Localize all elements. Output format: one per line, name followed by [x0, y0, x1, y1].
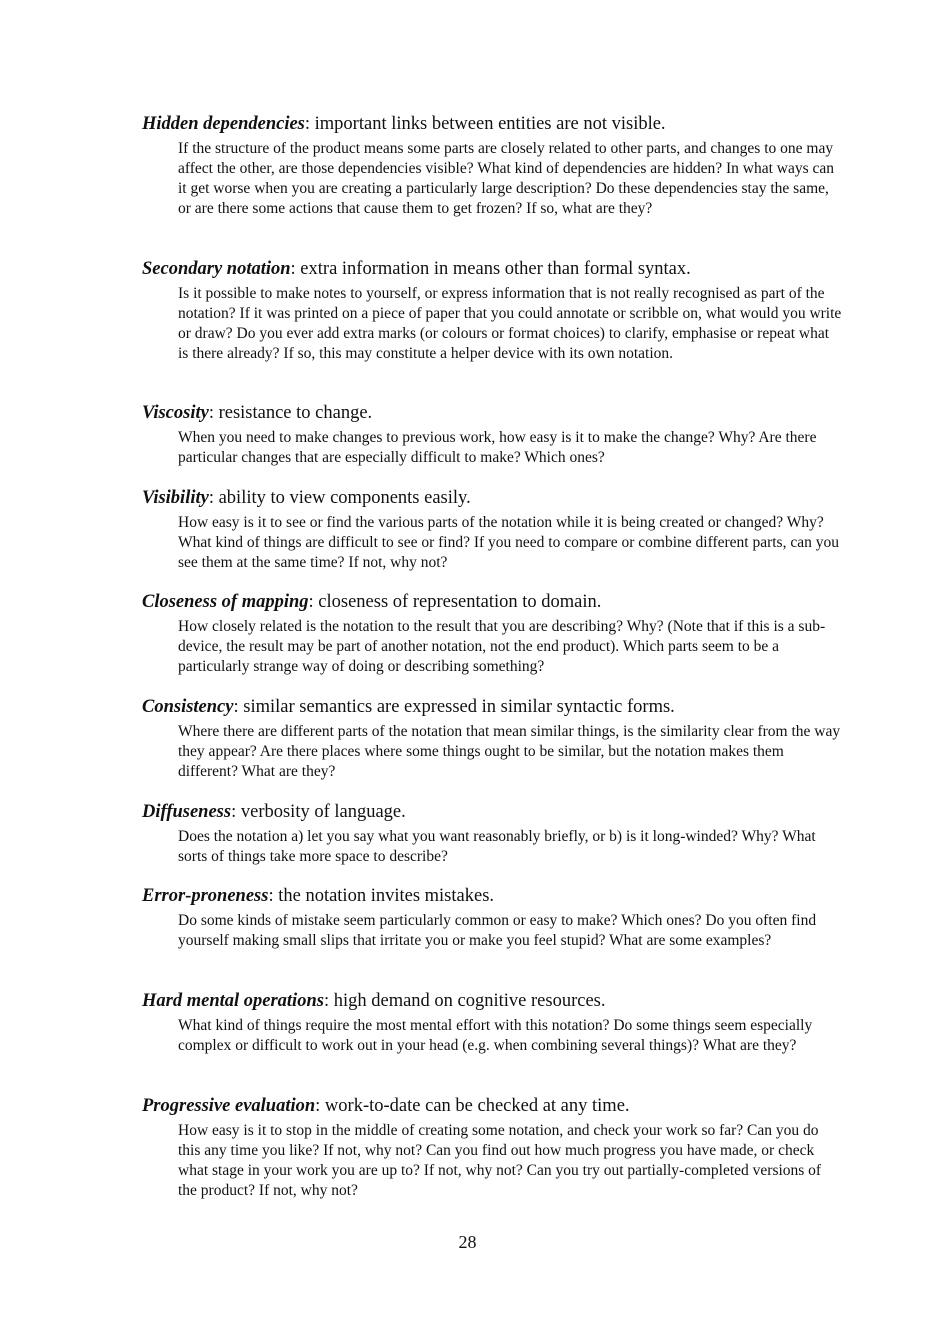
entry-hard-mental-operations: [142, 990, 842, 1056]
entry-progressive-evaluation: [142, 1095, 842, 1201]
page-number: 28: [458, 1232, 477, 1252]
entry-term: Hard mental operations: [142, 991, 324, 1011]
entry-term: Consistency: [142, 697, 234, 717]
entry-heading: [142, 885, 842, 907]
entry-heading: [142, 258, 842, 280]
entry-definition: : resistance to change.: [208, 403, 373, 423]
entry-heading: [142, 113, 842, 135]
entry-visibility: [142, 487, 842, 573]
entry-definition: : work-to-date can be checked at any time.: [315, 1096, 630, 1116]
entry-heading: [142, 1095, 842, 1117]
entry-term: Error-proneness: [142, 886, 269, 906]
entry-secondary-notation: [142, 258, 842, 364]
entry-definition: : the notation invites mistakes.: [268, 886, 495, 906]
entry-definition: : important links between entities are not visible.: [304, 114, 666, 134]
entry-description: How easy is it to see or find the various parts of the notation while it is being created or changed? Why? What kind of things are difficult to see or find? If you need to compare or combine different parts, can you see them at the same time? If not, why not?: [178, 514, 839, 571]
entry-description: How easy is it to stop in the middle of creating some notation, and check your work so far? Can you do this any time you like? If not, why not? Can you find out how much progress you have made, or check what stage in your work you are up to? If not, why not? Can you try out partially-completed versions of the product? If not, why not?: [178, 1122, 822, 1199]
entry-viscosity: [142, 402, 842, 468]
entry-heading: [142, 990, 842, 1012]
entry-term: Secondary notation: [142, 259, 291, 279]
entry-description: Is it possible to make notes to yourself, or express information that is not really recognised as part of the notation? If it was printed on a piece of paper that you could annotate or scribble on, what would you write or draw? Do you ever add extra marks (or colours or format choices) to clarify, emphasise or repeat what is there already? If so, this may constitute a helper device with its own notation.: [178, 285, 842, 362]
entry-term: Progressive evaluation: [142, 1096, 316, 1116]
entry-consistency: [142, 696, 842, 782]
entry-definition: : verbosity of language.: [231, 802, 406, 822]
entry-term: Visibility: [142, 488, 209, 508]
entry-definition: : closeness of representation to domain.: [308, 592, 602, 612]
entry-definition: : high demand on cognitive resources.: [323, 991, 606, 1011]
entry-term: Viscosity: [142, 403, 209, 423]
entry-heading: [142, 591, 842, 613]
entry-definition: : extra information in means other than formal syntax.: [290, 259, 691, 279]
entry-heading: [142, 801, 842, 823]
entry-description: Does the notation a) let you say what you want reasonably briefly, or b) is it long-winded? Why? What sorts of things take more space to describe?: [178, 828, 816, 865]
entry-description: If the structure of the product means some parts are closely related to other parts, and changes to one may affect the other, are those dependencies visible? What kind of dependencies are hidden? In what ways can it get worse when you are creating a particularly large description? Do these dependencies stay the same, or are there some actions that cause them to get frozen? If so, what are they?: [178, 140, 834, 217]
entry-diffuseness: [142, 801, 842, 867]
entry-term: Hidden dependencies: [142, 114, 305, 134]
entry-error-proneness: [142, 885, 842, 951]
entry-closeness-of-mapping: [142, 591, 842, 677]
entry-description: Do some kinds of mistake seem particularly common or easy to make? Which ones? Do you often find yourself making small slips that irritate you or make you feel stupid? What are some examples?: [178, 912, 817, 949]
entry-heading: [142, 402, 842, 424]
entry-heading: [142, 696, 842, 718]
entry-definition: : similar semantics are expressed in similar syntactic forms.: [233, 697, 675, 717]
entry-term: Closeness of mapping: [142, 592, 309, 612]
entry-description: When you need to make changes to previous work, how easy is it to make the change? Why? Are there particular changes that are especially difficult to make? Which ones?: [178, 429, 817, 466]
entry-heading: [142, 487, 842, 509]
entry-description: What kind of things require the most mental effort with this notation? Do some things seem especially complex or difficult to work out in your head (e.g. when combining several things)? What are they?: [178, 1017, 813, 1054]
entry-description: How closely related is the notation to the result that you are describing? Why? (Note that if this is a sub-device, the result may be part of another notation, not the end product). Which parts seem to be a particularly strange way of doing or describing something?: [178, 618, 826, 675]
entry-hidden-dependencies: [142, 113, 842, 219]
entry-definition: : ability to view components easily.: [208, 488, 471, 508]
entry-description: Where there are different parts of the notation that mean similar things, is the similarity clear from the way they appear? Are there places where some things ought to be similar, but the notation makes them different? What are they?: [178, 723, 841, 780]
entry-term: Diffuseness: [142, 802, 232, 822]
